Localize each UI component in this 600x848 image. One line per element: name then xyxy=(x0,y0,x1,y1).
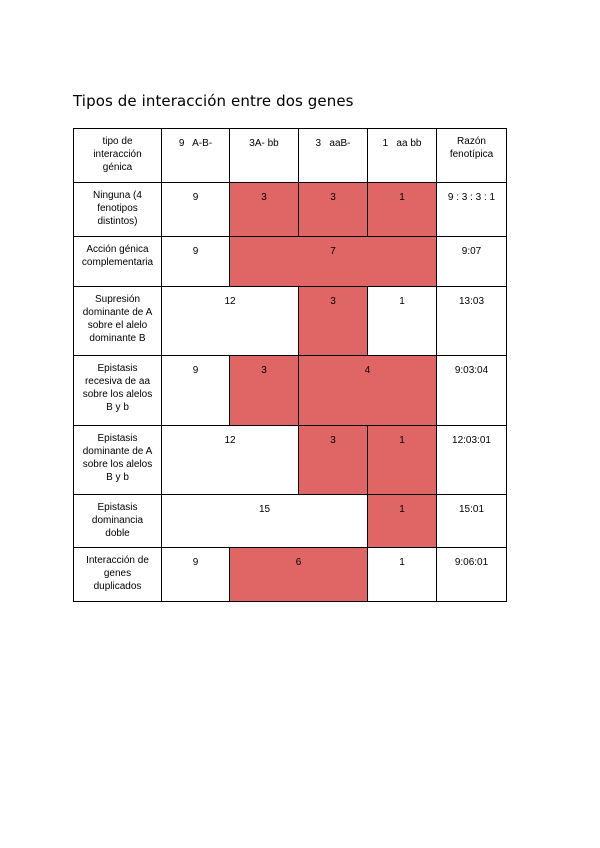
cell-value: 9 xyxy=(162,183,230,237)
row-label: Epistasis dominancia doble xyxy=(74,495,162,548)
row-label: Acción génica complementaria xyxy=(74,237,162,287)
header-aabb: 1 aa bb xyxy=(368,129,437,183)
table-row xyxy=(74,426,507,495)
cell-value: 1 xyxy=(368,287,437,356)
row-label: Supresión dominante de A sobre el alelo dominante B xyxy=(74,287,162,356)
cell-value: 12 xyxy=(162,426,299,495)
cell-value: 4 xyxy=(299,356,437,426)
row-label: Ninguna (4 fenotipos distintos) xyxy=(74,183,162,237)
cell-value: 1 xyxy=(368,426,437,495)
header-ratio: Razón fenotípica xyxy=(437,129,507,183)
gene-interaction-table xyxy=(73,128,507,602)
table-row xyxy=(74,356,507,426)
cell-value: 3 xyxy=(299,287,368,356)
header-interaction-type: tipo de interacción génica xyxy=(74,129,162,183)
table-row xyxy=(74,548,507,602)
row-label: Interacción de genes duplicados xyxy=(74,548,162,602)
ratio-cell: 12:03:01 xyxy=(437,426,507,495)
cell-value: 3 xyxy=(299,183,368,237)
ratio-cell: 15:01 xyxy=(437,495,507,548)
table-row xyxy=(74,237,507,287)
ratio-cell: 9 : 3 : 3 : 1 xyxy=(437,183,507,237)
page-title: Tipos de interacción entre dos genes xyxy=(73,92,354,110)
header-aab: 3 aaB- xyxy=(299,129,368,183)
header-ab: 9 A-B- xyxy=(162,129,230,183)
cell-value: 7 xyxy=(230,237,437,287)
table-row xyxy=(74,183,507,237)
cell-value: 1 xyxy=(368,548,437,602)
table-row xyxy=(74,287,507,356)
row-label: Epistasis dominante de A sobre los alelos B y b xyxy=(74,426,162,495)
table-row xyxy=(74,495,507,548)
cell-value: 3 xyxy=(230,183,299,237)
cell-value: 6 xyxy=(230,548,368,602)
cell-value: 12 xyxy=(162,287,299,356)
cell-value: 1 xyxy=(368,495,437,548)
cell-value: 9 xyxy=(162,356,230,426)
cell-value: 15 xyxy=(162,495,368,548)
ratio-cell: 13:03 xyxy=(437,287,507,356)
row-label: Epistasis recesiva de aa sobre los alelos B y b xyxy=(74,356,162,426)
cell-value: 1 xyxy=(368,183,437,237)
cell-value: 3 xyxy=(299,426,368,495)
cell-value: 9 xyxy=(162,237,230,287)
cell-value: 9 xyxy=(162,548,230,602)
table-header-row xyxy=(74,129,507,183)
ratio-cell: 9:03:04 xyxy=(437,356,507,426)
header-abb: 3A- bb xyxy=(230,129,299,183)
cell-value: 3 xyxy=(230,356,299,426)
ratio-cell: 9:07 xyxy=(437,237,507,287)
ratio-cell: 9:06:01 xyxy=(437,548,507,602)
